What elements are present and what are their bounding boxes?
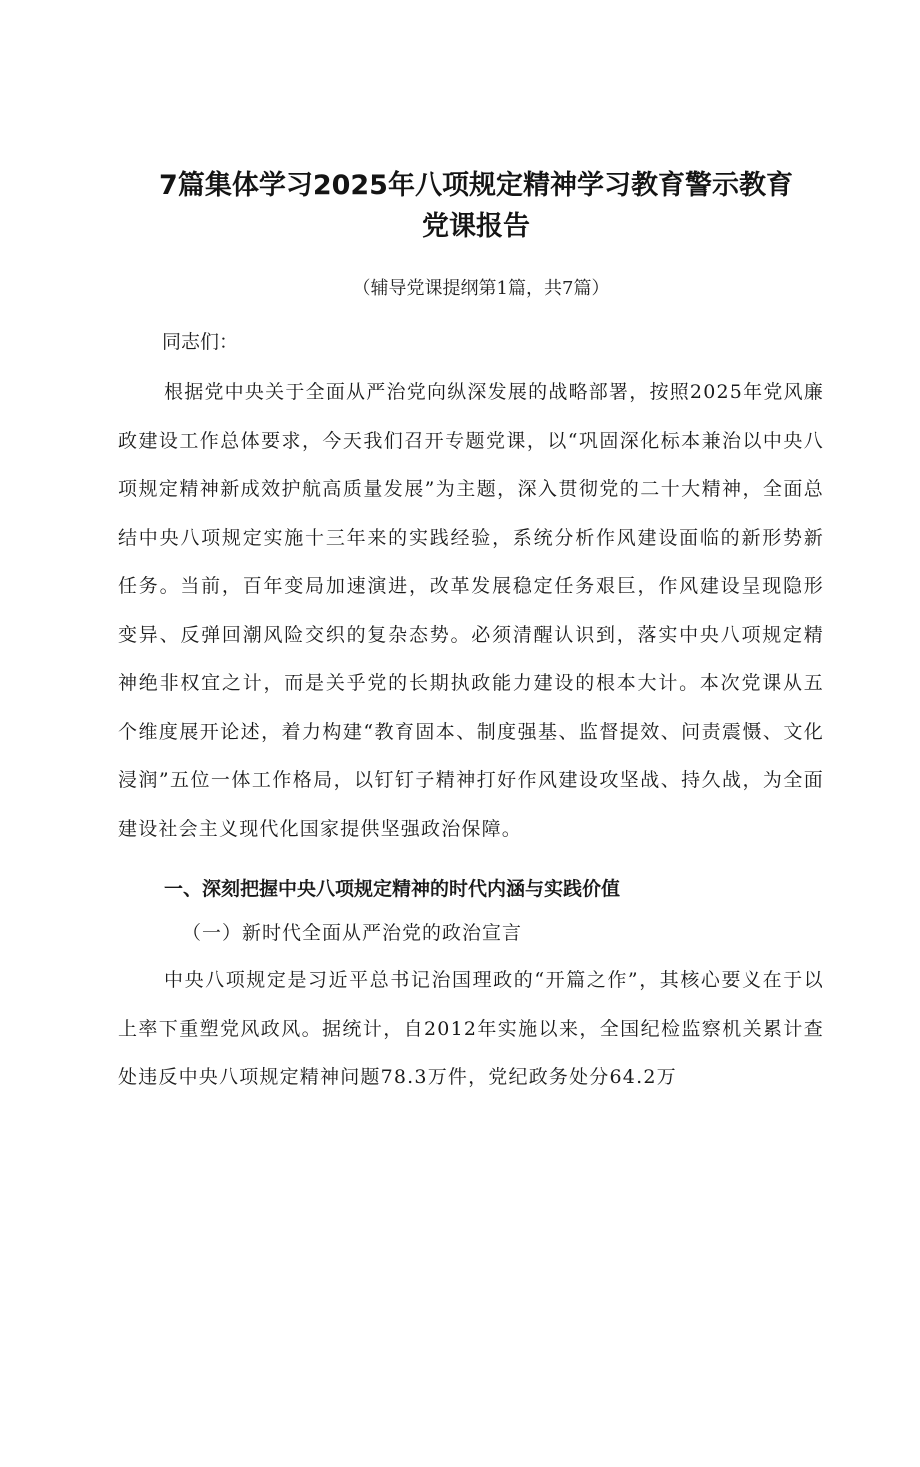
title-line-1: 7篇集体学习2025年八项规定精神学习教育警示教育	[159, 170, 793, 201]
section-1-heading: 一、深刻把握中央八项规定精神的时代内涵与实践价值	[164, 878, 621, 901]
salutation: 同志们：	[162, 330, 239, 353]
document-subtitle: （辅导党课提纲第1篇，共7篇）	[352, 278, 610, 299]
document-title	[118, 166, 824, 247]
intro-paragraph: 根据党中央关于全面从严治党向纵深发展的战略部署，按照2025年党风廉政建设工作总体要求，今天我们召开专题党课，以“巩固深化标本兼治以中央八项规定精神新成效护航高质量发展”为主题，深入贯彻党的二十大精神，全面总结中央八项规定实施十三年来的实践经验，系统分析作风建设面临的新形势新任务。当前，百年变局加速演进，改革发展稳定任务艰巨，作风建设呈现隐形变异、反弹回潮风险交织的复杂态势。必须清醒认识到，落实中央八项规定精神绝非权宜之计，而是关乎党的长期执政能力建设的根本大计。本次党课从五个维度展开论述，着力构建“教育固本、制度强基、监督提效、问责震慑、文化浸润”五位一体工作格局，以钉钉子精神打好作风建设攻坚战、持久战，为全面建设社会主义现代化国家提供坚强政治保障。	[118, 381, 824, 840]
subsection-1-heading: （一）新时代全面从严治党的政治宣言	[182, 922, 523, 945]
subsection-1-paragraph: 中央八项规定是习近平总书记治国理政的“开篇之作”，其核心要义在于以上率下重塑党风政风。据统计，自2012年实施以来，全国纪检监察机关累计查处违反中央八项规定精神问题78.3万件，党纪政务处分64.2万	[118, 969, 824, 1089]
title-line-2: 党课报告	[422, 210, 530, 242]
document-page	[0, 166, 920, 1467]
